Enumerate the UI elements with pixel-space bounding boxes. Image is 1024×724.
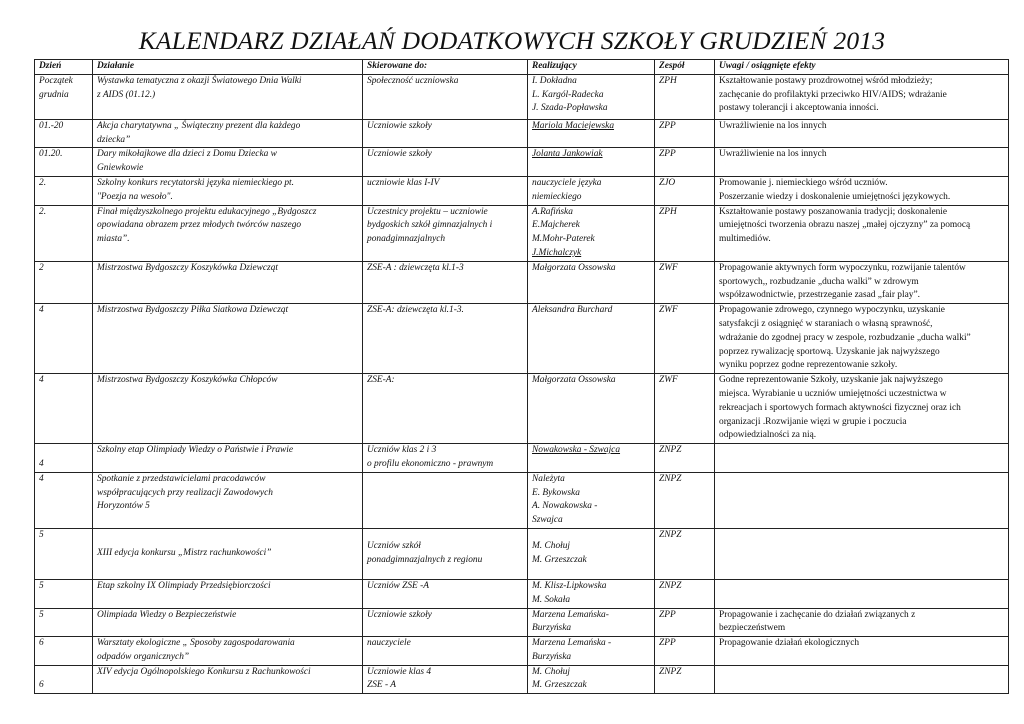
cell-line: E.Majcherek (532, 220, 580, 231)
cell-line: Nowakowska - Szwajca (532, 445, 621, 456)
header-notes: Uwagi / osiągnięte efekty (715, 60, 1009, 75)
table-row (35, 205, 1009, 261)
cell-line: 01.20. (39, 149, 63, 160)
cell-line: opowiadana obrazem przez młodych twórców naszego (97, 220, 302, 231)
cell-team (655, 119, 715, 148)
cell-line: Burzyńska (532, 651, 572, 662)
cell-line: Mistrzostwa Bydgoszczy Koszykówka Chłopców (97, 375, 278, 386)
calendar-table (34, 59, 1009, 694)
cell-line: Spotkanie z przedstawicielami pracodawców (97, 473, 266, 484)
cell-line: ZPP (659, 149, 676, 160)
cell-line: M. Chołuj (532, 666, 571, 677)
cell-line: Gniewkowie (97, 163, 144, 174)
cell-team (655, 472, 715, 528)
cell-line: Uwrażliwienie na los innych (719, 149, 827, 160)
cell-line: sportowych,, rozbudzanie „ducha walki” w zdrowym (719, 276, 919, 287)
cell-notes (715, 665, 1009, 694)
cell-line: Szkolny etap Olimpiady Wiedzy o Państwie i Prawie (97, 445, 294, 456)
cell-target (363, 148, 528, 177)
cell-line: 5 (39, 580, 44, 591)
cell-team (655, 608, 715, 637)
cell-team (655, 579, 715, 608)
table-row (35, 608, 1009, 637)
cell-day (35, 205, 93, 261)
cell-line: niemieckiego (532, 191, 582, 202)
cell-by (528, 374, 655, 444)
cell-line: Uczniowie szkoły (367, 149, 432, 160)
cell-by (528, 304, 655, 374)
cell-line: Uczniowie szkoły (367, 609, 432, 620)
cell-line: 5 (39, 609, 44, 620)
cell-line: Jolanta Jankowiak (532, 149, 603, 160)
cell-by (528, 608, 655, 637)
cell-action (93, 119, 363, 148)
cell-line: Uwrażliwienie na los innych (719, 120, 827, 131)
cell-notes (715, 119, 1009, 148)
cell-day (35, 119, 93, 148)
cell-team (655, 148, 715, 177)
table-header-row (35, 60, 1009, 75)
cell-line: ZJO (659, 177, 676, 188)
cell-action (93, 579, 363, 608)
cell-line: ZNPZ (659, 580, 682, 591)
cell-line: nauczyciele (367, 638, 411, 649)
cell-by (528, 148, 655, 177)
cell-team (655, 528, 715, 579)
cell-notes (715, 74, 1009, 119)
cell-notes (715, 579, 1009, 608)
cell-line: E. Bykowska (532, 487, 580, 498)
cell-target (363, 374, 528, 444)
cell-notes (715, 304, 1009, 374)
cell-line: 4 (39, 458, 44, 469)
cell-by (528, 205, 655, 261)
cell-line: postawy tolerancji i akceptowania inności. (719, 103, 879, 114)
cell-line: Propagowanie aktywnych form wypoczynku, rozwijanie talentów (719, 262, 966, 273)
cell-line: M. Klisz-Lipkowska (532, 580, 607, 591)
cell-target (363, 472, 528, 528)
cell-team (655, 637, 715, 666)
cell-by (528, 528, 655, 579)
cell-line: Kształtowanie postawy poszanowania tradycji; doskonalenie (719, 206, 948, 217)
cell-line: Akcja charytatywna „ Świąteczny prezent dla każdego (97, 120, 301, 131)
cell-by (528, 444, 655, 473)
table-row (35, 148, 1009, 177)
cell-line: miasta”. (97, 234, 130, 245)
cell-line: bezpieczeństwem (719, 623, 786, 634)
cell-notes (715, 374, 1009, 444)
cell-day (35, 665, 93, 694)
cell-line: Kształtowanie postawy prozdrowotnej wśród młodzieży; (719, 75, 933, 86)
cell-line: "Poezja na wesoło". (97, 191, 173, 202)
cell-action (93, 176, 363, 205)
cell-by (528, 579, 655, 608)
cell-line: 01.-20 (39, 120, 64, 131)
cell-line: ZPP (659, 609, 676, 620)
table-body (35, 74, 1009, 693)
cell-line: 2 (39, 262, 44, 273)
cell-day (35, 374, 93, 444)
cell-line: 4 (39, 375, 44, 386)
cell-line: Finał międzyszkolnego projektu edukacyjnego „Bydgoszcz (97, 206, 317, 217)
cell-action (93, 444, 363, 473)
cell-line: A. Nowakowska - (532, 501, 598, 512)
cell-target (363, 304, 528, 374)
cell-line: 4 (39, 305, 44, 316)
cell-day (35, 261, 93, 303)
cell-line: J.Michalczyk (532, 247, 582, 258)
cell-line: współpracujących przy realizacji Zawodowych (97, 487, 273, 498)
cell-day (35, 579, 93, 608)
cell-action (93, 205, 363, 261)
cell-line: bydgoskich szkół gimnazjalnych i (367, 220, 493, 231)
cell-notes (715, 528, 1009, 579)
cell-action (93, 74, 363, 119)
cell-line: Wystawka tematyczna z okazji Światowego Dnia Walki (97, 75, 302, 86)
cell-action (93, 608, 363, 637)
cell-notes (715, 637, 1009, 666)
cell-line: wyniku poprzez godne reprezentowanie szkoły. (719, 360, 898, 371)
cell-line: ZWF (659, 305, 678, 316)
cell-line: Dary mikołajkowe dla dzieci z Domu Dziecka w (97, 149, 277, 160)
cell-line: A.Rafińska (532, 206, 573, 217)
cell-by (528, 637, 655, 666)
cell-line: Małgorzata Ossowska (532, 375, 616, 386)
cell-day (35, 444, 93, 473)
cell-by (528, 472, 655, 528)
cell-by (528, 119, 655, 148)
cell-line: Olimpiada Wiedzy o Bezpieczeństwie (97, 609, 237, 620)
cell-target (363, 119, 528, 148)
cell-line: umiejętności tworzenia obrazu naszej „małej ojczyzny” za pomocą (719, 220, 971, 231)
table-row (35, 444, 1009, 473)
cell-by (528, 665, 655, 694)
table-row (35, 528, 1009, 579)
cell-line: Promowanie j. niemieckiego wśród uczniów. (719, 177, 888, 188)
cell-action (93, 261, 363, 303)
cell-line: L. Kargól-Radecka (532, 89, 604, 100)
cell-line: uczniowie klas I-IV (367, 177, 440, 188)
cell-action (93, 148, 363, 177)
cell-line: ZSE - A (367, 680, 396, 691)
cell-day (35, 176, 93, 205)
cell-team (655, 374, 715, 444)
cell-line: Marzena Lemańska- (532, 609, 609, 620)
table-row (35, 74, 1009, 119)
cell-line: ZPH (659, 206, 677, 217)
cell-line: nauczyciele języka (532, 177, 602, 188)
table-row (35, 637, 1009, 666)
cell-notes (715, 261, 1009, 303)
cell-line: J. Szada-Popławska (532, 103, 608, 114)
cell-line: 2. (39, 177, 47, 188)
cell-team (655, 444, 715, 473)
cell-target (363, 528, 528, 579)
cell-line: dziecka” (97, 134, 131, 145)
cell-line: rekreacjach i sportowych formach aktywności fizycznej oraz ich (719, 402, 961, 413)
cell-line: Etap szkolny IX Olimpiady Przedsiębiorczości (97, 580, 271, 591)
cell-line: ZNPZ (659, 473, 682, 484)
cell-line: ZPH (659, 75, 677, 86)
cell-team (655, 176, 715, 205)
cell-line: Szkolny konkurs recytatorski języka niemieckiego pt. (97, 177, 294, 188)
cell-team (655, 74, 715, 119)
cell-target (363, 74, 528, 119)
cell-line: Poszerzanie wiedzy i doskonalenie umiejętności językowych. (719, 191, 951, 202)
table-row (35, 374, 1009, 444)
cell-target (363, 665, 528, 694)
cell-line: ZPP (659, 638, 676, 649)
table-row (35, 665, 1009, 694)
cell-line: multimediów. (719, 234, 771, 245)
cell-notes (715, 176, 1009, 205)
cell-line: Godne reprezentowanie Szkoły, uzyskanie jak najwyższego (719, 375, 943, 386)
cell-line: ZWF (659, 375, 678, 386)
cell-line: z AIDS (01.12.) (97, 89, 156, 100)
cell-day (35, 74, 93, 119)
cell-line: o profilu ekonomiczno - prawnym (367, 458, 494, 469)
cell-line: ZPP (659, 120, 676, 131)
cell-day (35, 608, 93, 637)
cell-notes (715, 148, 1009, 177)
cell-line: M. Sokała (532, 594, 571, 605)
cell-line: M.Mohr-Paterek (532, 234, 595, 245)
cell-action (93, 528, 363, 579)
cell-day (35, 304, 93, 374)
cell-target (363, 637, 528, 666)
cell-line: Aleksandra Burchard (532, 305, 613, 316)
cell-line: ZSE-A: (367, 375, 395, 386)
cell-line: Początek (39, 75, 73, 86)
cell-line: Należyta (532, 473, 565, 484)
cell-line: ZSE-A : dziewczęta kl.1-3 (367, 262, 464, 273)
cell-line: 5 (39, 529, 44, 540)
page-title: KALENDARZ DZIAŁAŃ DODATKOWYCH SZKOŁY GRUDZIEŃ 2013 (138, 26, 886, 55)
cell-notes (715, 472, 1009, 528)
cell-line: ZNPZ (659, 666, 682, 677)
cell-line: XIV edycja Ogólnopolskiego Konkursu z Rachunkowości (97, 666, 311, 677)
cell-action (93, 304, 363, 374)
cell-line: XIII edycja konkursu „Mistrz rachunkowości” (97, 548, 272, 558)
cell-line: Mistrzostwa Bydgoszczy Piłka Siatkowa Dziewcząt (97, 305, 289, 316)
cell-line: Szwajca (532, 515, 563, 526)
cell-target (363, 205, 528, 261)
header-team: Zespół (655, 60, 715, 75)
cell-day (35, 637, 93, 666)
table-row (35, 261, 1009, 303)
cell-action (93, 472, 363, 528)
cell-by (528, 176, 655, 205)
header-action: Działanie (93, 60, 363, 75)
header-target: Skierowane do: (363, 60, 528, 75)
cell-line: ZSE-A: dziewczęta kl.1-3. (367, 305, 464, 316)
header-by: Realizujący (528, 60, 655, 75)
table-row (35, 119, 1009, 148)
cell-line: 6 (39, 680, 44, 691)
cell-action (93, 665, 363, 694)
cell-line: Mariola Maciejewska (532, 120, 615, 131)
cell-line: Uczniowie szkoły (367, 120, 432, 131)
cell-line: M. Chołuj (532, 541, 571, 552)
cell-action (93, 374, 363, 444)
cell-target (363, 261, 528, 303)
cell-notes (715, 205, 1009, 261)
cell-line: wdrażanie do zgodnej pracy w zespole, rozbudzanie „ducha walki” (719, 332, 971, 343)
cell-line: ZNPZ (659, 445, 682, 456)
table-row (35, 472, 1009, 528)
cell-line: zachęcanie do profilaktyki przeciwko HIV/AIDS; wdrażanie (719, 89, 947, 100)
cell-target (363, 176, 528, 205)
cell-line: Uczniów szkół (367, 541, 421, 552)
cell-line: Uczestnicy projektu – uczniowie (367, 206, 488, 217)
cell-target (363, 579, 528, 608)
cell-team (655, 665, 715, 694)
cell-line: ponadgimnazjalnych (367, 234, 446, 245)
cell-day (35, 148, 93, 177)
cell-by (528, 74, 655, 119)
cell-line: Mistrzostwa Bydgoszczy Koszykówka Dziewcząt (97, 262, 278, 273)
cell-line: ZWF (659, 262, 678, 273)
cell-line: Propagowanie działań ekologicznych (719, 638, 860, 649)
cell-line: 6 (39, 638, 44, 649)
cell-notes (715, 608, 1009, 637)
cell-line: miejsca. Wyrabianie u uczniów umiejętności uczestnictwa w (719, 388, 947, 399)
cell-line: Uczniów klas 2 i 3 (367, 445, 437, 456)
header-day: Dzień (35, 60, 93, 75)
table-row (35, 176, 1009, 205)
cell-line: Warsztaty ekologiczne „ Sposoby zagospodarowania (97, 638, 295, 649)
cell-team (655, 205, 715, 261)
cell-line: współzawodnictwie, przestrzeganie zasad „fair play”. (719, 290, 920, 301)
cell-line: organizacji .Rozwijanie więzi w grupie i poczucia (719, 416, 907, 427)
cell-line: poprzez rywalizację sportową. Uzyskanie jak najwyższego (719, 346, 940, 357)
table-row (35, 304, 1009, 374)
cell-line: Burzyńska (532, 623, 572, 634)
cell-target (363, 444, 528, 473)
table-row (35, 579, 1009, 608)
cell-line: Uczniów ZSE -A (367, 580, 429, 591)
cell-line: ZNPZ (659, 529, 682, 540)
cell-line: Uczniowie klas 4 (367, 666, 432, 677)
cell-by (528, 261, 655, 303)
cell-target (363, 608, 528, 637)
cell-line: Propagowanie i zachęcanie do działań związanych z (719, 609, 916, 620)
cell-line: I. Dokładna (532, 75, 577, 86)
cell-line: Marzena Lemańska - (532, 638, 612, 649)
cell-line: 2. (39, 206, 47, 217)
cell-line: grudnia (39, 89, 69, 100)
cell-day (35, 528, 93, 579)
cell-line: Propagowanie zdrowego, czynnego wypoczynku, uzyskanie (719, 305, 945, 316)
cell-team (655, 261, 715, 303)
cell-notes (715, 444, 1009, 473)
cell-line: Horyzontów 5 (97, 501, 150, 512)
cell-line: Społeczność uczniowska (367, 75, 459, 86)
cell-line: odpowiedzialności za nią. (719, 430, 817, 441)
cell-action (93, 637, 363, 666)
cell-line: ponadgimnazjalnych z regionu (367, 554, 483, 565)
cell-line: 4 (39, 473, 44, 484)
cell-line: M. Grzeszczak (532, 554, 587, 565)
cell-line: satysfakcji z osiągnięć w staraniach o własną sprawność, (719, 318, 933, 329)
cell-line: Małgorzata Ossowska (532, 262, 616, 273)
cell-line: odpadów organicznych” (97, 651, 190, 662)
cell-line: M. Grzeszczak (532, 680, 587, 691)
cell-day (35, 472, 93, 528)
cell-team (655, 304, 715, 374)
